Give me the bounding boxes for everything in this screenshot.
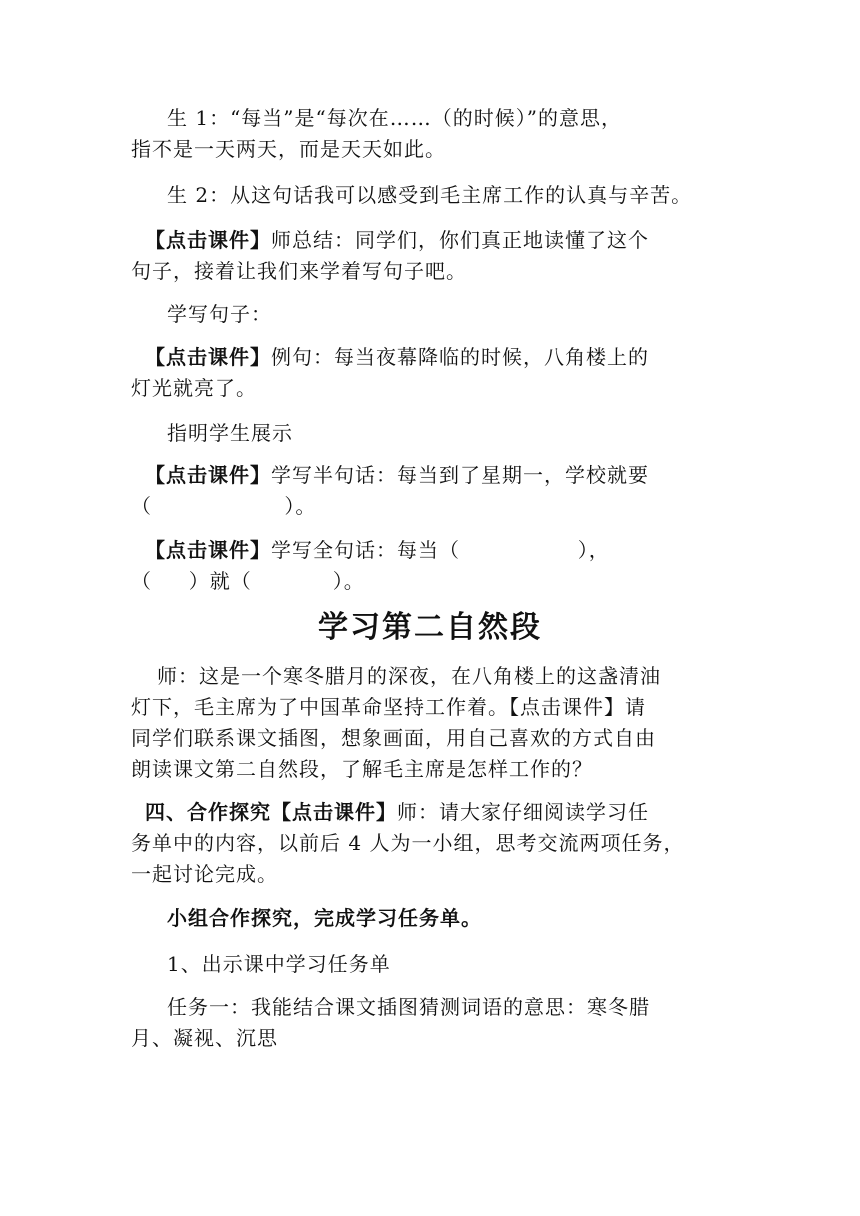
text-line: 例句：每当夜幕降临的时候，八角楼上的 [271,345,649,369]
text-line: 学写句子： [167,302,272,326]
text-line: 朗读课文第二自然段，了解毛主席是怎样工作的？ [131,757,593,781]
section-label-bold: 四、合作探究【点击课件】 [145,800,397,824]
text-line: 一起讨论完成。 [131,862,278,886]
text-line: 指明学生展示 [167,421,293,445]
paragraph-show [131,418,731,449]
text-line: 生 2：从这句话我可以感受到毛主席工作的认真与辛苦。 [167,183,693,207]
text-line: 小组合作探究，完成学习任务单。 [167,906,482,930]
text-line: 灯下，毛主席为了中国革命坚持工作着。【点击课件】请 [131,695,646,719]
text-line: 学写半句话：每当到了星期一，学校就要 [271,463,649,487]
text-line: 学写全句话：每当（ ）， [271,538,610,562]
text-line: 月、凝视、沉思 [131,1026,278,1050]
text-line: 灯光就亮了。 [131,376,257,400]
text-line: （ ）。 [131,494,317,518]
paragraph-show-task-sheet [131,949,731,980]
paragraph-student2 [131,180,731,211]
text-line: （ ）就（ ）。 [131,569,365,593]
text-line: 师：这是一个寒冬腊月的深夜，在八角楼上的这盏清油 [157,664,661,688]
text-line: 生 1：“每当”是“每次在……（的时候）”的意思， [167,106,622,130]
paragraph-task-one [131,992,731,1054]
text-line: 务单中的内容，以前后 4 人为一小组，思考交流两项任务， [131,831,685,855]
section-heading: 学习第二自然段 [318,610,542,645]
text-line: 任务一：我能结合课文插图猜测词语的意思：寒冬腊 [167,995,650,1019]
paragraph-learn-write [131,299,731,330]
paragraph-half-sentence [131,460,731,522]
text-line: 师总结：同学们，你们真正地读懂了这个 [271,228,649,252]
paragraph-cooperative-inquiry [131,797,731,890]
paragraph-teacher-summary [131,225,731,287]
text-line: 指不是一天两天，而是天天如此。 [131,137,446,161]
paragraph-student1 [131,103,731,165]
paragraph-group-task [131,903,731,934]
courseware-tag: 【点击课件】 [145,538,271,562]
paragraph-full-sentence [131,535,731,597]
text-line: 同学们联系课文插图，想象画面，用自己喜欢的方式自由 [131,726,656,750]
courseware-tag: 【点击课件】 [145,463,271,487]
text-line: 句子，接着让我们来学着写句子吧。 [131,259,467,283]
courseware-tag: 【点击课件】 [145,228,271,252]
text-line: 师：请大家仔细阅读学习任 [397,800,649,824]
text-line: 1、出示课中学习任务单 [167,952,391,976]
paragraph-example-sentence [131,342,731,404]
paragraph-teacher-intro [131,661,731,785]
courseware-tag: 【点击课件】 [145,345,271,369]
